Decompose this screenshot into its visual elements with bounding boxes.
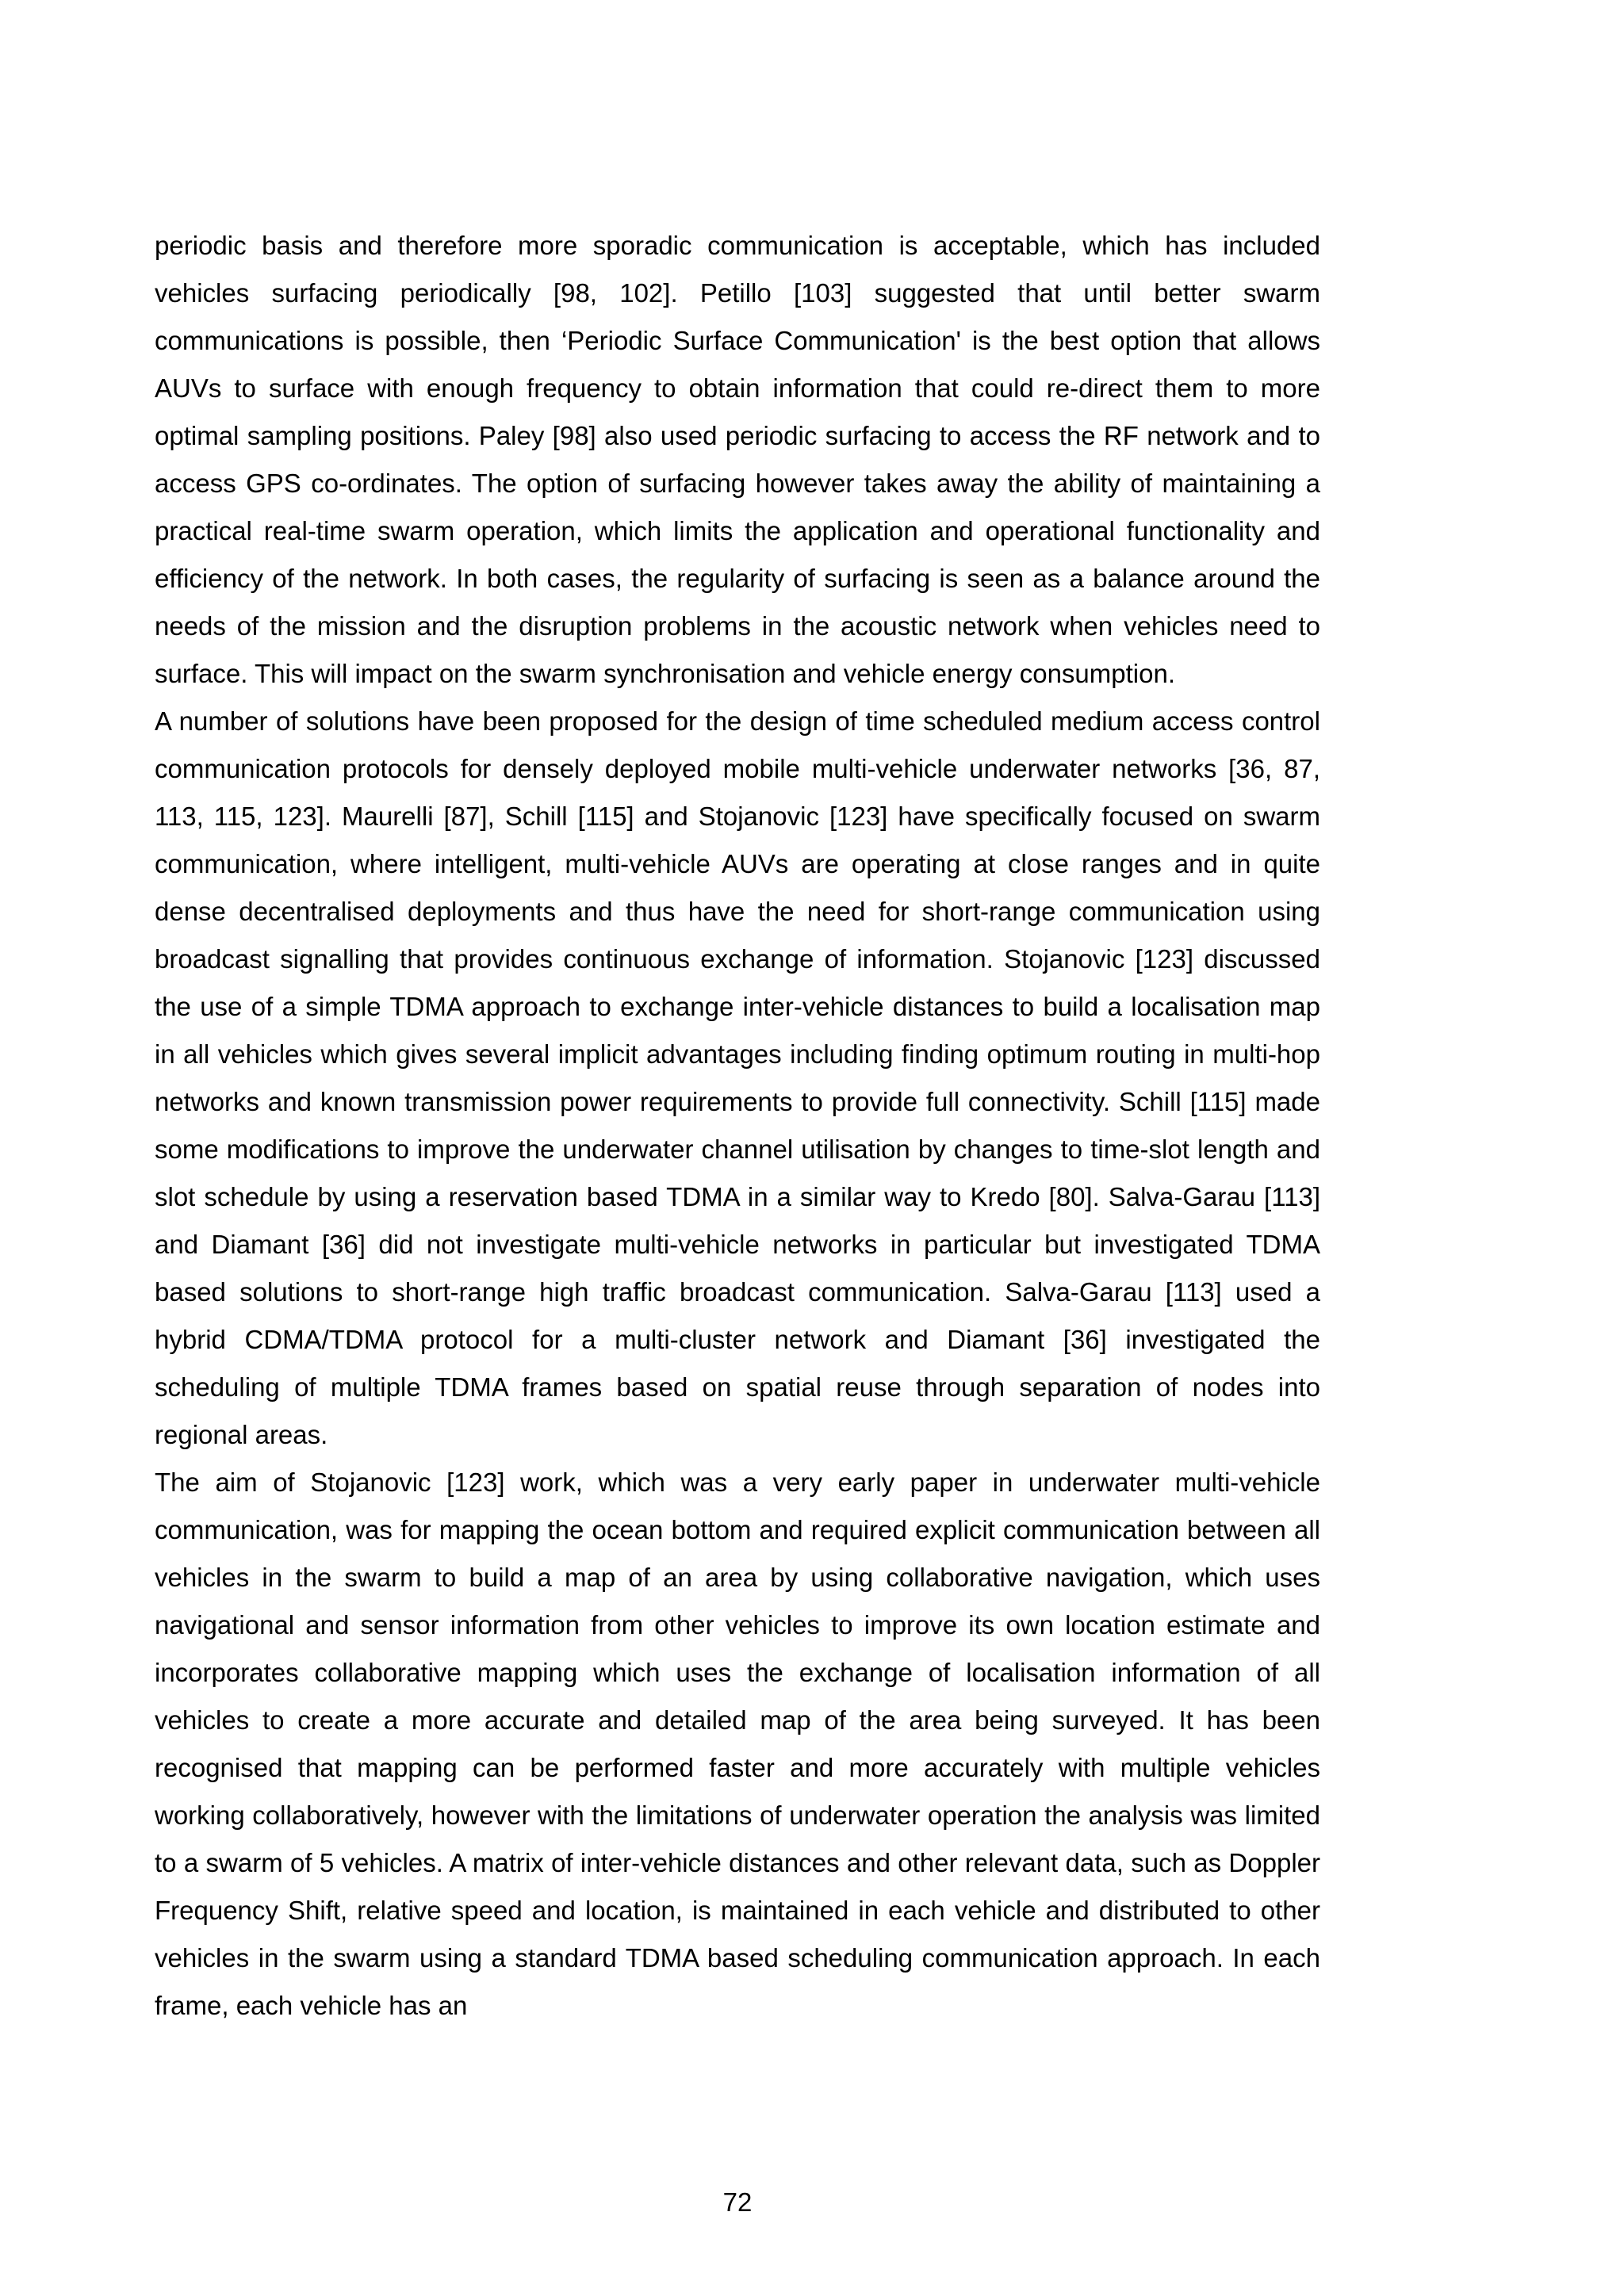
- body-paragraph: A number of solutions have been proposed for the design of time scheduled medium access control communication protocols for densely deployed mobile multi-vehicle underwater networks [36, 87, 113, 115, 123]. Maurelli [87], Schill [115] and Stojanovic [123] have specifically focused on swarm communication, where intelligent, multi-vehicle AUVs are operating at close ranges and in quite dense decentralised deployments and thus have the need for short-range communication using broadcast signalling that provides continuous exchange of information. Stojanovic [123] discussed the use of a simple TDMA approach to exchange inter-vehicle distances to build a localisation map in all vehicles which gives several implicit advantages including finding optimum routing in multi-hop networks and known transmission power requirements to provide full connectivity. Schill [115] made some modifications to improve the underwater channel utilisation by changes to time-slot length and slot schedule by using a reservation based TDMA in a similar way to Kredo [80]. Salva-Garau [113] and Diamant [36] did not investigate multi-vehicle networks in particular but investigated TDMA based solutions to short-range high traffic broadcast communication. Salva-Garau [113] used a hybrid CDMA/TDMA protocol for a multi-cluster network and Diamant [36] investigated the scheduling of multiple TDMA frames based on spatial reuse through separation of nodes into regional areas.: [155, 706, 1320, 1449]
- body-paragraph: The aim of Stojanovic [123] work, which was a very early paper in underwater multi-vehicle communication, was for mapping the ocean bottom and required explicit communication between all vehicles in the swarm to build a map of an area by using collaborative navigation, which uses navigational and sensor information from other vehicles to improve its own location estimate and incorporates collaborative mapping which uses the exchange of localisation information of all vehicles to create a more accurate and detailed map of the area being surveyed. It has been recognised that mapping can be performed faster and more accurately with multiple vehicles working collaboratively, however with the limitations of underwater operation the analysis was limited to a swarm of 5 vehicles. A matrix of inter-vehicle distances and other relevant data, such as Doppler Frequency Shift, relative speed and location, is maintained in each vehicle and distributed to other vehicles in the swarm using a standard TDMA based scheduling communication approach. In each frame, each vehicle has an: [155, 1468, 1320, 2020]
- page-body: [155, 222, 1320, 2030]
- body-paragraph: periodic basis and therefore more sporadic communication is acceptable, which has included vehicles surfacing periodically [98, 102]. Petillo [103] suggested that until better swarm communications is possible, then ‘Periodic Surface Communication' is the best option that allows AUVs to surface with enough frequency to obtain information that could re-direct them to more optimal sampling positions. Paley [98] also used periodic surfacing to access the RF network and to access GPS co-ordinates. The option of surfacing however takes away the ability of maintaining a practical real-time swarm operation, which limits the application and operational functionality and efficiency of the network. In both cases, the regularity of surfacing is seen as a balance around the needs of the mission and the disruption problems in the acoustic network when vehicles need to surface. This will impact on the swarm synchronisation and vehicle energy consumption.: [155, 231, 1320, 688]
- page-number: 72: [722, 2187, 753, 2217]
